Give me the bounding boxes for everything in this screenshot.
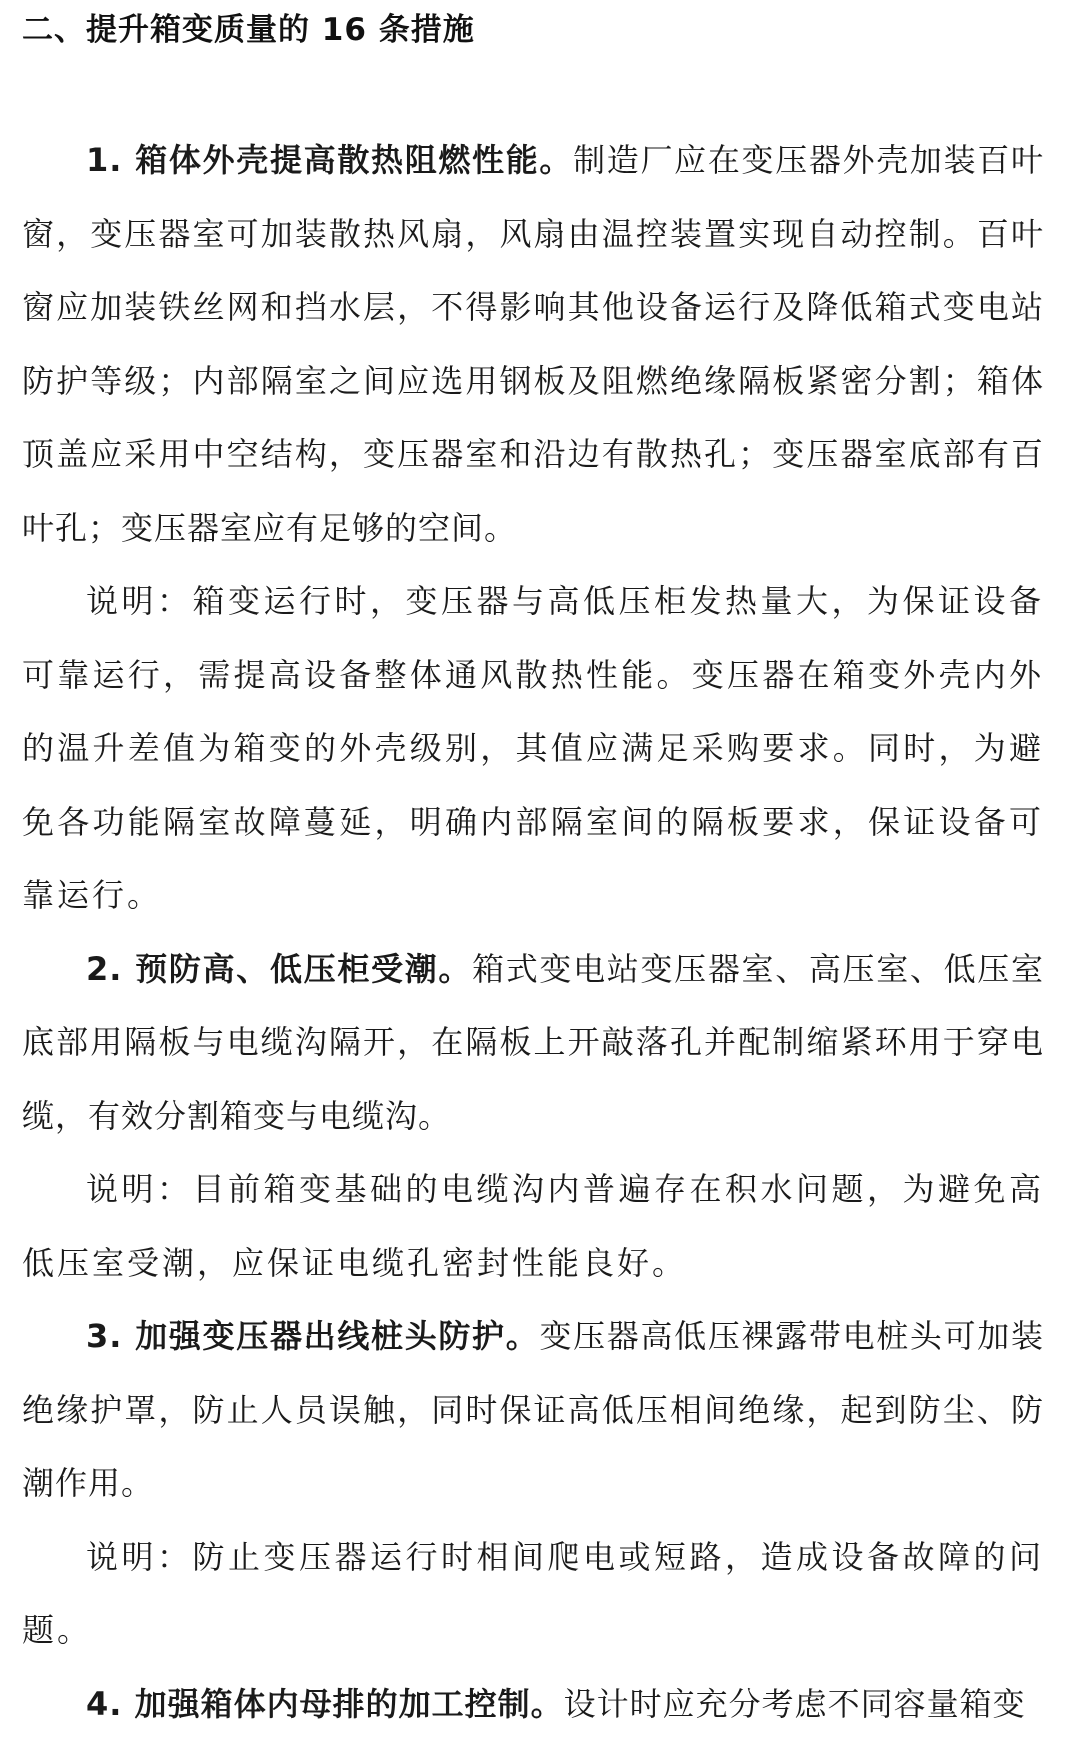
measure-2-note: 说明：目前箱变基础的电缆沟内普遍存在积水问题，为避免高低压室受潮，应保证电缆孔密封性能良好。: [22, 1153, 1044, 1300]
measure-1-text: 制造厂应在变压器外壳加装百叶窗，变压器室可加装散热风扇，风扇由温控装置实现自动控制。百叶窗应加装铁丝网和挡水层，不得影响其他设备运行及降低箱式变电站防护等级；内部隔室之间应选用钢板及阻燃绝缘隔板紧密分割；箱体顶盖应采用中空结构，变压器室和沿边有散热孔；变压器室底部有百叶孔；变压器室应有足够的空间。: [22, 141, 1044, 547]
measure-2-text: 箱式变电站变压器室、高压室、低压室底部用隔板与电缆沟隔开，在隔板上开敲落孔并配制缩紧环用于穿电缆，有效分割箱变与电缆沟。: [22, 950, 1044, 1135]
measure-1-heading: 1. 箱体外壳提高散热阻燃性能。: [86, 141, 573, 179]
measure-4-heading: 4. 加强箱体内母排的加工控制。: [86, 1685, 564, 1723]
measure-3-heading: 3. 加强变压器出线桩头防护。: [86, 1317, 539, 1355]
measure-3-text: 变压器高低压裸露带电桩头可加装绝缘护罩，防止人员误触，同时保证高低压相间绝缘，起到防尘、防潮作用。: [22, 1317, 1044, 1502]
measure-4-paragraph: [22, 1668, 1044, 1741]
measure-1-note: 说明：箱变运行时，变压器与高低压柜发热量大，为保证设备可靠运行，需提高设备整体通风散热性能。变压器在箱变外壳内外的温升差值为箱变的外壳级别，其值应满足采购要求。同时，为避免各功能隔室故障蔓延，明确内部隔室间的隔板要求，保证设备可靠运行。: [22, 565, 1044, 933]
section-title: 二、提升箱变质量的 16 条措施: [22, 8, 475, 52]
measure-3-paragraph: [22, 1300, 1044, 1521]
measure-4-text: 设计时应充分考虑不同容量箱变: [564, 1685, 1026, 1723]
measure-2-heading: 2. 预防高、低压柜受潮。: [86, 950, 472, 988]
measure-3-note: 说明：防止变压器运行时相间爬电或短路，造成设备故障的问题。: [22, 1521, 1044, 1668]
document-body: [22, 124, 1044, 1741]
measure-2-paragraph: [22, 933, 1044, 1154]
measure-1-paragraph: [22, 124, 1044, 565]
